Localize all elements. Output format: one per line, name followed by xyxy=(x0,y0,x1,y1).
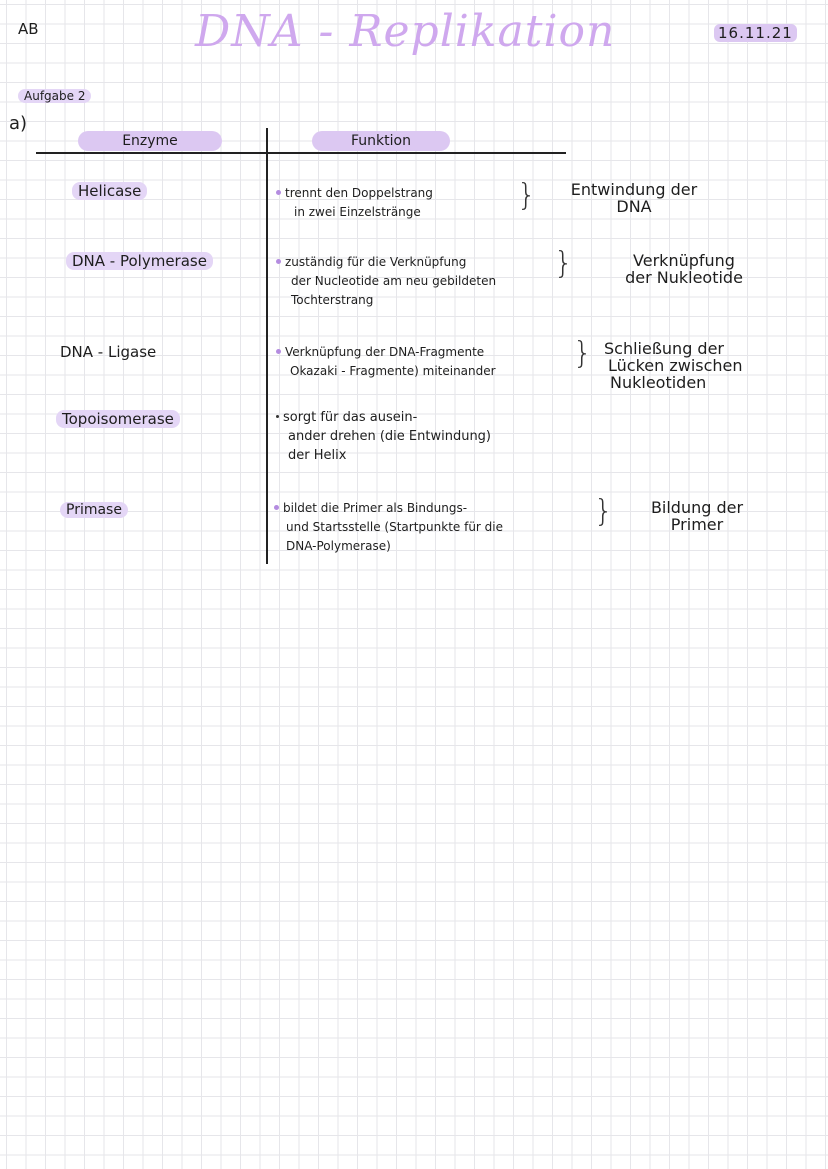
enzyme-text: DNA - Polymerase xyxy=(66,252,213,270)
result-line: Lücken zwischen xyxy=(608,356,743,375)
function-text xyxy=(276,184,433,222)
page-title: DNA - Replikation xyxy=(195,6,616,57)
enzyme-text: Primase xyxy=(60,502,128,518)
column-header-function: Funktion xyxy=(312,131,450,151)
bullet-icon xyxy=(276,349,281,354)
function-line: Verknüpfung der DNA-Fragmente xyxy=(285,345,485,359)
task-text: Aufgabe 2 xyxy=(18,89,91,103)
result-line: der Nukleotide xyxy=(625,268,743,287)
result-line: Schließung der xyxy=(604,339,725,358)
enzyme-name xyxy=(60,343,156,361)
function-line: und Startsstelle (Startpunkte für die xyxy=(286,520,504,534)
function-line: der Helix xyxy=(288,448,347,463)
function-line: der Nucleotide am neu gebildeten xyxy=(291,274,497,288)
function-line: trennt den Doppelstrang xyxy=(285,186,433,200)
curly-brace-icon: } xyxy=(573,336,593,371)
result-line: Entwindung der xyxy=(570,180,698,199)
function-line: Tochterstrang xyxy=(291,293,374,307)
function-line: bildet die Primer als Bindungs- xyxy=(283,501,468,515)
bullet-icon xyxy=(276,415,279,418)
function-line: Okazaki - Fragmente) miteinander xyxy=(290,364,496,378)
function-line: ander drehen (die Entwindung) xyxy=(288,429,492,444)
function-text xyxy=(274,499,503,556)
result-text xyxy=(584,252,784,286)
function-text xyxy=(276,343,496,381)
table-header-divider xyxy=(36,152,566,154)
function-line: zuständig für die Verknüpfung xyxy=(285,255,467,269)
result-line: DNA xyxy=(616,197,652,216)
curly-brace-icon: } xyxy=(517,178,537,213)
function-text xyxy=(276,253,496,310)
result-line: Bildung der xyxy=(650,498,744,517)
bullet-icon xyxy=(276,190,281,195)
bullet-icon xyxy=(274,505,279,510)
result-text xyxy=(622,499,772,533)
enzyme-text: DNA - Ligase xyxy=(60,343,157,361)
function-line: in zwei Einzelstränge xyxy=(294,205,421,219)
result-line: Primer xyxy=(670,515,724,534)
column-header-enzyme: Enzyme xyxy=(78,131,222,151)
enzyme-text: Helicase xyxy=(72,182,147,200)
curly-brace-icon: } xyxy=(554,246,574,281)
curly-brace-icon: } xyxy=(594,494,614,529)
enzyme-text: Topoisomerase xyxy=(56,410,180,428)
subtask-label: a) xyxy=(9,113,28,134)
enzyme-name xyxy=(66,252,213,270)
enzyme-name xyxy=(60,502,128,518)
result-text xyxy=(548,181,720,215)
enzyme-name xyxy=(56,410,180,428)
result-text xyxy=(600,340,790,391)
function-line: sorgt für das ausein- xyxy=(283,410,418,425)
date xyxy=(714,24,797,42)
table-column-divider xyxy=(266,128,268,564)
document-label: AB xyxy=(18,20,39,38)
task-label xyxy=(18,89,91,103)
result-line: Nukleotiden xyxy=(610,373,707,392)
result-line: Verknüpfung xyxy=(633,251,735,270)
function-text xyxy=(276,408,491,465)
enzyme-name xyxy=(72,182,147,200)
bullet-icon xyxy=(276,259,281,264)
function-line: DNA-Polymerase) xyxy=(286,539,391,553)
date-text: 16.11.21 xyxy=(714,24,797,42)
